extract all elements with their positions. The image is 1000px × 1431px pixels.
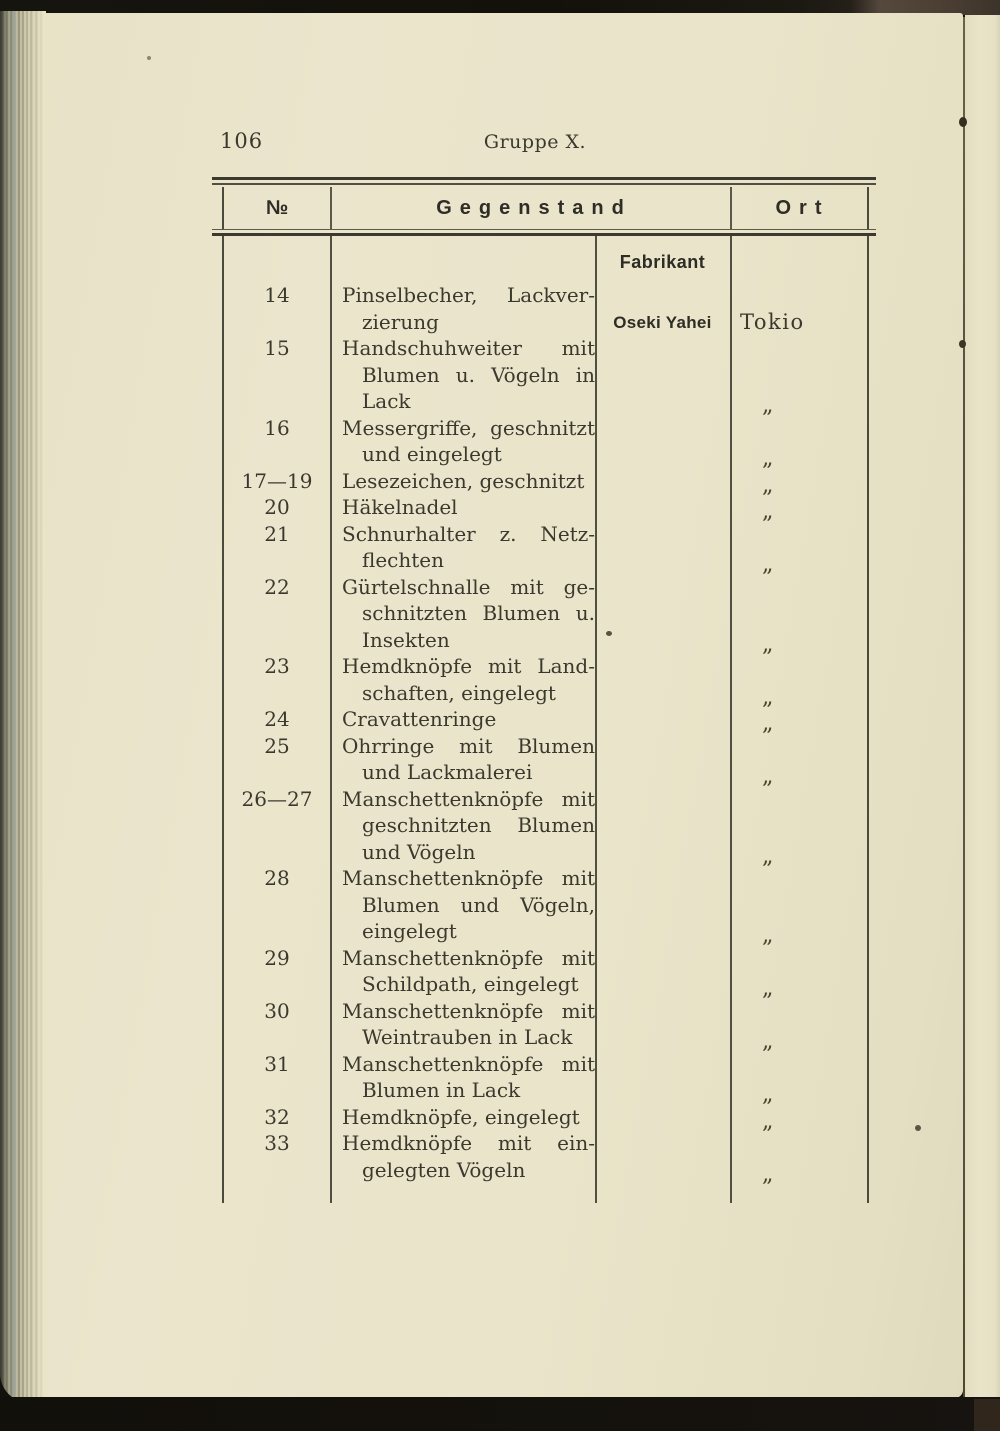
row-number: 30 (264, 998, 290, 1023)
row-description (330, 282, 595, 335)
row-description (330, 706, 595, 733)
fabrikant-column-label: Fabrikant (619, 252, 706, 272)
scan-bottom-corner (974, 1399, 1000, 1431)
row-number: 14 (264, 283, 290, 307)
row-number: 23 (264, 654, 290, 678)
dust-speck (147, 56, 151, 60)
row-description (330, 574, 595, 654)
row-maker (595, 706, 730, 733)
ditto-mark: „ (762, 499, 774, 524)
table-top-double-rule (212, 177, 876, 185)
table-row (224, 415, 867, 471)
description-line: und Lackmalerei (362, 760, 533, 784)
ditto-mark: „ (762, 764, 774, 789)
description-line: Manschettenknöpfe mit (342, 998, 595, 1023)
table-row (224, 574, 867, 657)
adjacent-page-edge (965, 15, 1000, 1398)
table-body (222, 236, 869, 1203)
description-line: und Vögeln (362, 839, 476, 864)
place-name: Tokio (740, 309, 805, 334)
description-line: Schnurhalter z. Netz- (342, 521, 595, 546)
description-line: Weintrauben in Lack (362, 1025, 573, 1049)
row-ort (730, 415, 867, 471)
row-ort (730, 653, 867, 710)
table-row (224, 945, 867, 1001)
description-line: Manschettenknöpfe mit (342, 945, 595, 970)
row-ort (730, 574, 867, 657)
column-header-place: Ort (775, 196, 830, 219)
row-number: 32 (264, 1104, 290, 1129)
ditto-mark: „ (762, 976, 774, 1001)
description-line: eingelegt (362, 919, 457, 943)
table-row (224, 733, 867, 789)
description-line: Lack (362, 389, 411, 413)
ditto-mark: „ (762, 472, 774, 498)
row-maker (595, 521, 730, 574)
row-number: 28 (264, 866, 290, 890)
description-line: und eingelegt (362, 442, 502, 466)
description-line: Pinselbecher, Lackver- (342, 283, 595, 307)
row-number: 22 (264, 574, 290, 599)
row-description (330, 733, 595, 786)
row-ort (730, 521, 867, 577)
header-column-divider (330, 187, 332, 229)
ditto-mark: „ (762, 843, 774, 869)
table-row (224, 998, 867, 1054)
row-description (330, 468, 595, 495)
table-header-row (222, 187, 869, 229)
row-maker (595, 1051, 730, 1104)
description-line: Manschettenknöpfe mit (342, 786, 595, 811)
description-line: Lesezeichen, geschnitzt (342, 468, 585, 493)
ditto-mark: „ (762, 1108, 774, 1134)
row-description (330, 1130, 595, 1183)
row-ort (730, 945, 867, 1001)
description-line: Hemdknöpfe mit ein- (342, 1131, 595, 1155)
description-line: schaften, eingelegt (362, 680, 556, 705)
description-line: Cravattenringe (342, 707, 497, 731)
ditto-mark: „ (762, 1161, 774, 1187)
row-maker (595, 786, 730, 866)
row-number: 25 (264, 733, 290, 758)
row-maker (595, 733, 730, 786)
row-maker (595, 574, 730, 654)
ditto-mark: „ (762, 446, 774, 471)
row-description (330, 1051, 595, 1104)
page-edge-stack (0, 11, 46, 1403)
table-row (224, 282, 867, 335)
table-row (224, 653, 867, 710)
description-line: Schildpath, eingelegt (362, 972, 579, 996)
ditto-mark: „ (762, 1082, 774, 1107)
row-description (330, 335, 595, 415)
row-ort (730, 998, 867, 1054)
row-maker (595, 1104, 730, 1131)
description-line: Blumen und Vögeln, (362, 892, 595, 917)
header-column-divider (730, 187, 732, 229)
row-ort (730, 1130, 867, 1187)
description-line: Handschuhweiter mit (342, 336, 595, 360)
row-ort (730, 335, 867, 418)
row-maker (595, 653, 730, 706)
column-header-number: № (265, 196, 289, 219)
description-line: Häkelnadel (342, 495, 458, 519)
row-number: 33 (264, 1131, 290, 1155)
ditto-mark: „ (762, 552, 774, 577)
row-maker (595, 468, 730, 495)
table-rows (224, 282, 867, 1187)
page-edge-blemish (959, 117, 967, 127)
row-maker (595, 335, 730, 415)
ditto-mark: „ (762, 684, 774, 710)
description-line: schnitzten Blumen u. (362, 601, 595, 625)
description-line: Gürtelschnalle mit ge- (342, 574, 595, 599)
row-description (330, 865, 595, 945)
row-number: 24 (264, 707, 290, 731)
row-number: 29 (264, 945, 290, 970)
row-description (330, 945, 595, 998)
description-line: Manschettenknöpfe mit (342, 1051, 595, 1076)
row-number: 21 (264, 521, 290, 546)
row-number: 17—19 (241, 468, 313, 493)
row-ort (730, 733, 867, 789)
table-row (224, 786, 867, 869)
dust-speck (915, 1125, 921, 1131)
row-number: 15 (264, 336, 290, 360)
row-maker (595, 494, 730, 521)
row-maker (595, 1130, 730, 1183)
description-line: zierung (362, 309, 439, 334)
row-description (330, 786, 595, 866)
row-maker (595, 282, 730, 335)
table-row (224, 865, 867, 948)
page-number: 106 (220, 129, 264, 153)
ditto-mark: „ (762, 711, 774, 736)
ditto-mark: „ (762, 393, 774, 418)
ditto-mark: „ (762, 1029, 774, 1054)
table-row (224, 335, 867, 418)
table-header-double-rule (212, 229, 876, 236)
row-description (330, 1104, 595, 1131)
row-description (330, 998, 595, 1051)
description-line: Hemdknöpfe, eingelegt (342, 1104, 580, 1129)
ditto-mark: „ (762, 923, 774, 948)
row-ort (730, 786, 867, 869)
row-description (330, 653, 595, 706)
description-line: Ohrringe mit Blumen (342, 733, 595, 758)
table-row (224, 1130, 867, 1187)
row-description (330, 494, 595, 521)
row-maker (595, 865, 730, 945)
running-title: Gruppe X. (483, 131, 587, 153)
description-line: Blumen in Lack (362, 1078, 521, 1102)
description-line: Messergriffe, geschnitzt (342, 415, 595, 440)
row-description (330, 415, 595, 468)
row-number: 26—27 (241, 786, 313, 811)
description-line: Blumen u. Vögeln in (362, 362, 595, 387)
row-maker (595, 998, 730, 1051)
row-maker (595, 415, 730, 468)
description-line: Hemdknöpfe mit Land- (342, 654, 595, 678)
row-number: 20 (264, 495, 290, 519)
row-maker (595, 945, 730, 998)
description-line: gelegten Vögeln (362, 1157, 526, 1182)
row-ort (730, 282, 867, 335)
row-number: 31 (264, 1051, 290, 1076)
ditto-mark: „ (762, 631, 774, 657)
row-ort (730, 865, 867, 948)
maker-name: Oseki Yahei (613, 313, 712, 332)
description-line: Manschettenknöpfe mit (342, 866, 595, 890)
column-header-object: Gegenstand (436, 196, 632, 219)
row-number: 16 (264, 415, 290, 440)
description-line: flechten (362, 548, 445, 572)
row-description (330, 521, 595, 574)
description-line: Insekten (362, 627, 450, 652)
scan-bottom-band (0, 1397, 1000, 1431)
page-edge-blemish (959, 340, 966, 348)
table-row (224, 521, 867, 577)
row-ort (730, 1051, 867, 1107)
table-row (224, 1051, 867, 1107)
description-line: geschnitzten Blumen (362, 813, 595, 837)
